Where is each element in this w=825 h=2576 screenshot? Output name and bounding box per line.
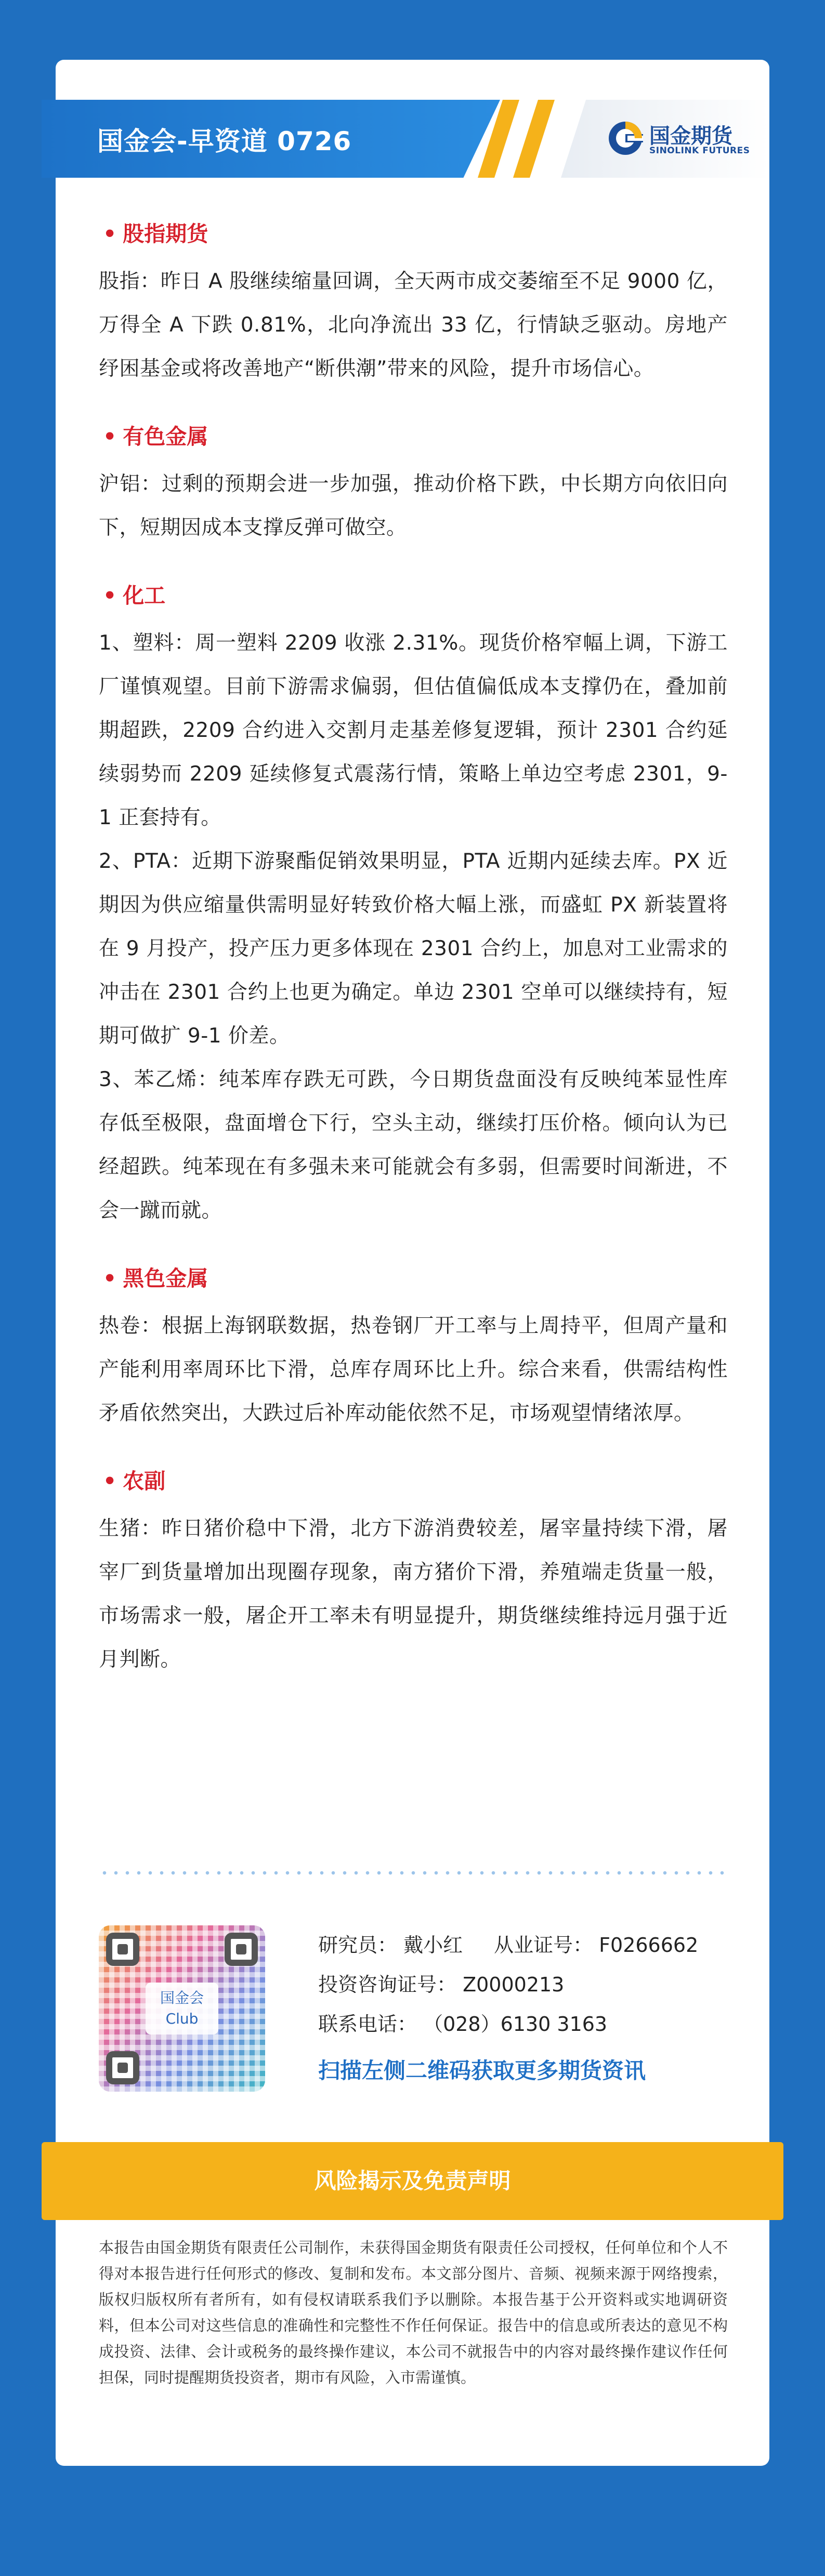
section-paragraph: 热卷：根据上海钢联数据，热卷钢厂开工率与上周持平，但周产量和产能利用率周环比下滑，总库存周环比上升。综合来看，供需结构性矛盾依然突出，大跌过后补库动能依然不足，市场观望情绪浓厚。 [99, 1314, 728, 1425]
qr-call-to-action: 扫描左侧二维码获取更多期货资讯 [318, 2058, 646, 2083]
page-title: 国金会-早资道 0726 [97, 126, 352, 156]
logo-name-cn: 国金期货 [649, 124, 732, 148]
section-paragraph: 沪铝：过剩的预期会进一步加强，推动价格下跌，中长期方向依旧向下，短期因成本支撑反弹可做空。 [99, 472, 728, 539]
section-stock-index [99, 218, 728, 391]
section-paragraph: 2、PTA：近期下游聚酯促销效果明显，PTA 近期内延续去库。PX 近期因为供应缩量供需明显好转致价格大幅上涨，而盛虹 PX 新装置将在 9 月投产，投产压力更多体现在 2301 合约上，加息对工业需求的冲击在 2301 合约上也更为确定。单边 2301 空单可以继续持有，短期可做扩 9-1 价差。 [99, 850, 728, 1048]
dotted-divider [99, 1871, 728, 1875]
license-number: 从业证号： F0266662 [494, 1934, 699, 1957]
qr-finder-icon [106, 2051, 139, 2084]
researcher-name: 研究员： 戴小红 [318, 1934, 463, 1957]
report-header [56, 100, 769, 187]
section-chemical [99, 580, 728, 1233]
section-title: • 黑色金属 [103, 1266, 208, 1291]
company-logo-icon [607, 120, 644, 157]
logo-name-en: SINOLINK FUTURES [649, 146, 750, 156]
contact-info [318, 1925, 734, 2091]
risk-disclosure-banner: 风险揭示及免责声明 [42, 2142, 783, 2220]
qr-code[interactable] [99, 1925, 265, 2092]
section-paragraph: 1、塑料：周一塑料 2209 收涨 2.31%。现货价格窄幅上调，下游工厂谨慎观望。目前下游需求偏弱，但估值偏低成本支撑仍在，叠加前期超跌，2209 合约进入交割月走基差修复逻辑，预计 2301 合约延续弱势而 2209 延续修复式震荡行情，策略上单边空考虑 2301，9-1 正套持有。 [99, 631, 728, 829]
consult-license: 投资咨询证号： Z0000213 [318, 1973, 565, 1996]
researcher-row [318, 1925, 734, 1965]
section-ferrous [99, 1263, 728, 1435]
section-title: • 农副 [103, 1469, 166, 1494]
section-nonferrous [99, 421, 728, 550]
phone-number: 联系电话： （028）6130 3163 [318, 2013, 608, 2036]
section-agriculture [99, 1465, 728, 1682]
qr-finder-icon [225, 1933, 258, 1966]
section-title: • 有色金属 [103, 424, 208, 449]
section-title: • 化工 [103, 583, 166, 608]
header-stripe [513, 100, 555, 178]
qr-finder-icon [106, 1933, 139, 1966]
disclaimer-text: 本报告由国金期货有限责任公司制作，未获得国金期货有限责任公司授权，任何单位和个人不得对本报告进行任何形式的修改、复制和发布。本文部分图片、音频、视频来源于网络搜索，版权归版权所有者所有，如有侵权请联系我们予以删除。本报告基于公开资料或实地调研资料，但本公司对这些信息的准确性和完整性不作任何保证。报告中的信息或所表达的意见不构成投资、法律、会计或税务的最终操作建议，本公司不就报告中的内容对最终操作建议作任何担保，同时提醒期货投资者，期市有风险，入市需谨慎。 [99, 2239, 728, 2386]
section-paragraph: 3、苯乙烯：纯苯库存跌无可跌，今日期货盘面没有反映纯苯显性库存低至极限，盘面增仓下行，空头主动，继续打压价格。倾向认为已经超跌。纯苯现在有多强未来可能就会有多弱，但需要时间渐进，不会一蹴而就。 [99, 1068, 728, 1222]
section-title: • 股指期货 [103, 221, 208, 246]
report-content [99, 218, 728, 1712]
qr-center-label: 国金会 Club [146, 1983, 218, 2035]
section-paragraph: 生猪：昨日猪价稳中下滑，北方下游消费较差，屠宰量持续下滑，屠宰厂到货量增加出现圈存现象，南方猪价下滑，养殖端走货量一般，市场需求一般，屠企开工率未有明显提升，期货继续维持远月强于近月判断。 [99, 1517, 728, 1671]
section-paragraph: 股指：昨日 A 股继续缩量回调，全天两市成交萎缩至不足 9000 亿，万得全 A 下跌 0.81%，北向净流出 33 亿，行情缺乏驱动。房地产纾困基金或将改善地产“断供潮”带来的风险，提升市场信心。 [99, 270, 728, 380]
